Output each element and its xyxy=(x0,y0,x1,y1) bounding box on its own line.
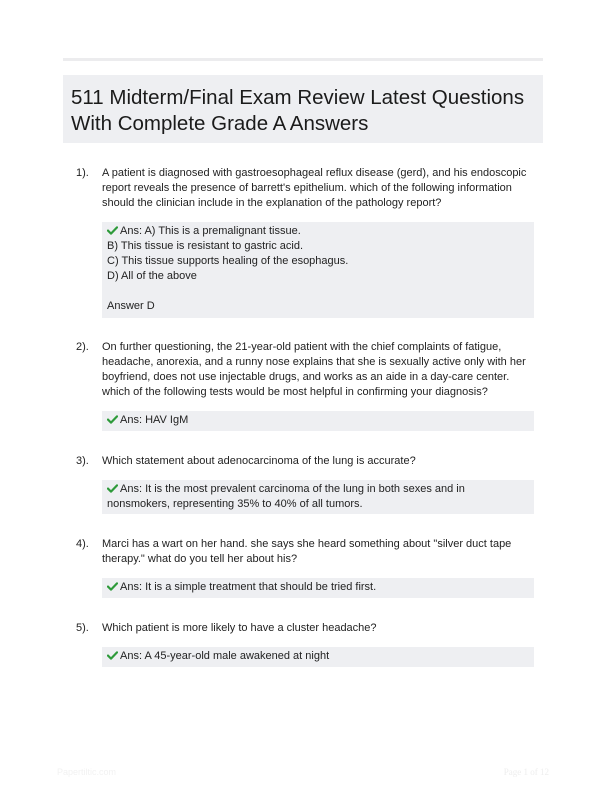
answer-line: B) This tissue is resistant to gastric acid. xyxy=(107,240,304,252)
answer-line: Ans: It is a simple treatment that should be tried first. xyxy=(107,580,529,595)
question-number: 4). xyxy=(76,538,89,550)
question-text: Marci has a wart on her hand. she says she heard something about "silver duct tape therapy." what do you tell her about his? xyxy=(102,538,512,565)
title-box xyxy=(63,75,543,143)
question-number: 1). xyxy=(76,167,89,179)
answer-line: Ans: A) This is a premalignant tissue. xyxy=(107,224,529,239)
check-icon xyxy=(107,651,118,660)
check-icon xyxy=(107,226,118,235)
check-icon xyxy=(107,415,118,424)
question-number: 2). xyxy=(76,341,89,353)
answer-line: Ans: A 45-year-old male awakened at night xyxy=(107,649,529,664)
answer-box-5 xyxy=(102,647,534,667)
answer-box-4 xyxy=(102,578,534,598)
answer-line: Ans: It is the most prevalent carcinoma of the lung in both sexes and in nonsmokers, representing 35% to 40% of all tumors. xyxy=(107,483,465,510)
answer-box-1 xyxy=(102,222,534,318)
check-icon xyxy=(107,582,118,591)
answer-line: C) This tissue supports healing of the esophagus. xyxy=(107,255,349,267)
top-divider xyxy=(63,58,543,61)
answer-gap xyxy=(107,284,529,299)
answer-line: Ans: HAV IgM xyxy=(107,413,529,428)
question-text: On further questioning, the 21-year-old patient with the chief complaints of fatigue, headache, anorexia, and a runny nose explains that she is sexually active only with her boyfriend, does not use injectable drugs, and works as an aide in a day-care center. which of the following tests would be most helpful in confirming your diagnosis? xyxy=(102,341,526,398)
answer-line: Answer D xyxy=(107,300,155,312)
answer-line: D) All of the above xyxy=(107,270,197,282)
question-text: Which patient is more likely to have a cluster headache? xyxy=(102,622,377,634)
page-indicator: Page 1 of 12 xyxy=(503,767,549,777)
answer-box-2 xyxy=(102,411,534,431)
footer-watermark: Papertiltic.com xyxy=(57,767,117,777)
answer-box-3 xyxy=(102,480,534,514)
check-icon xyxy=(107,484,118,493)
question-number: 3). xyxy=(76,455,89,467)
question-number: 5). xyxy=(76,622,89,634)
question-text: A patient is diagnosed with gastroesophageal reflux disease (gerd), and his endoscopic report reveals the presence of barrett's epithelium. which of the following information should the clinician include in the explanation of the pathology report? xyxy=(102,167,527,209)
question-text: Which statement about adenocarcinoma of the lung is accurate? xyxy=(102,455,416,467)
page-title: 511 Midterm/Final Exam Review Latest Questions With Complete Grade A Answers xyxy=(71,86,525,135)
